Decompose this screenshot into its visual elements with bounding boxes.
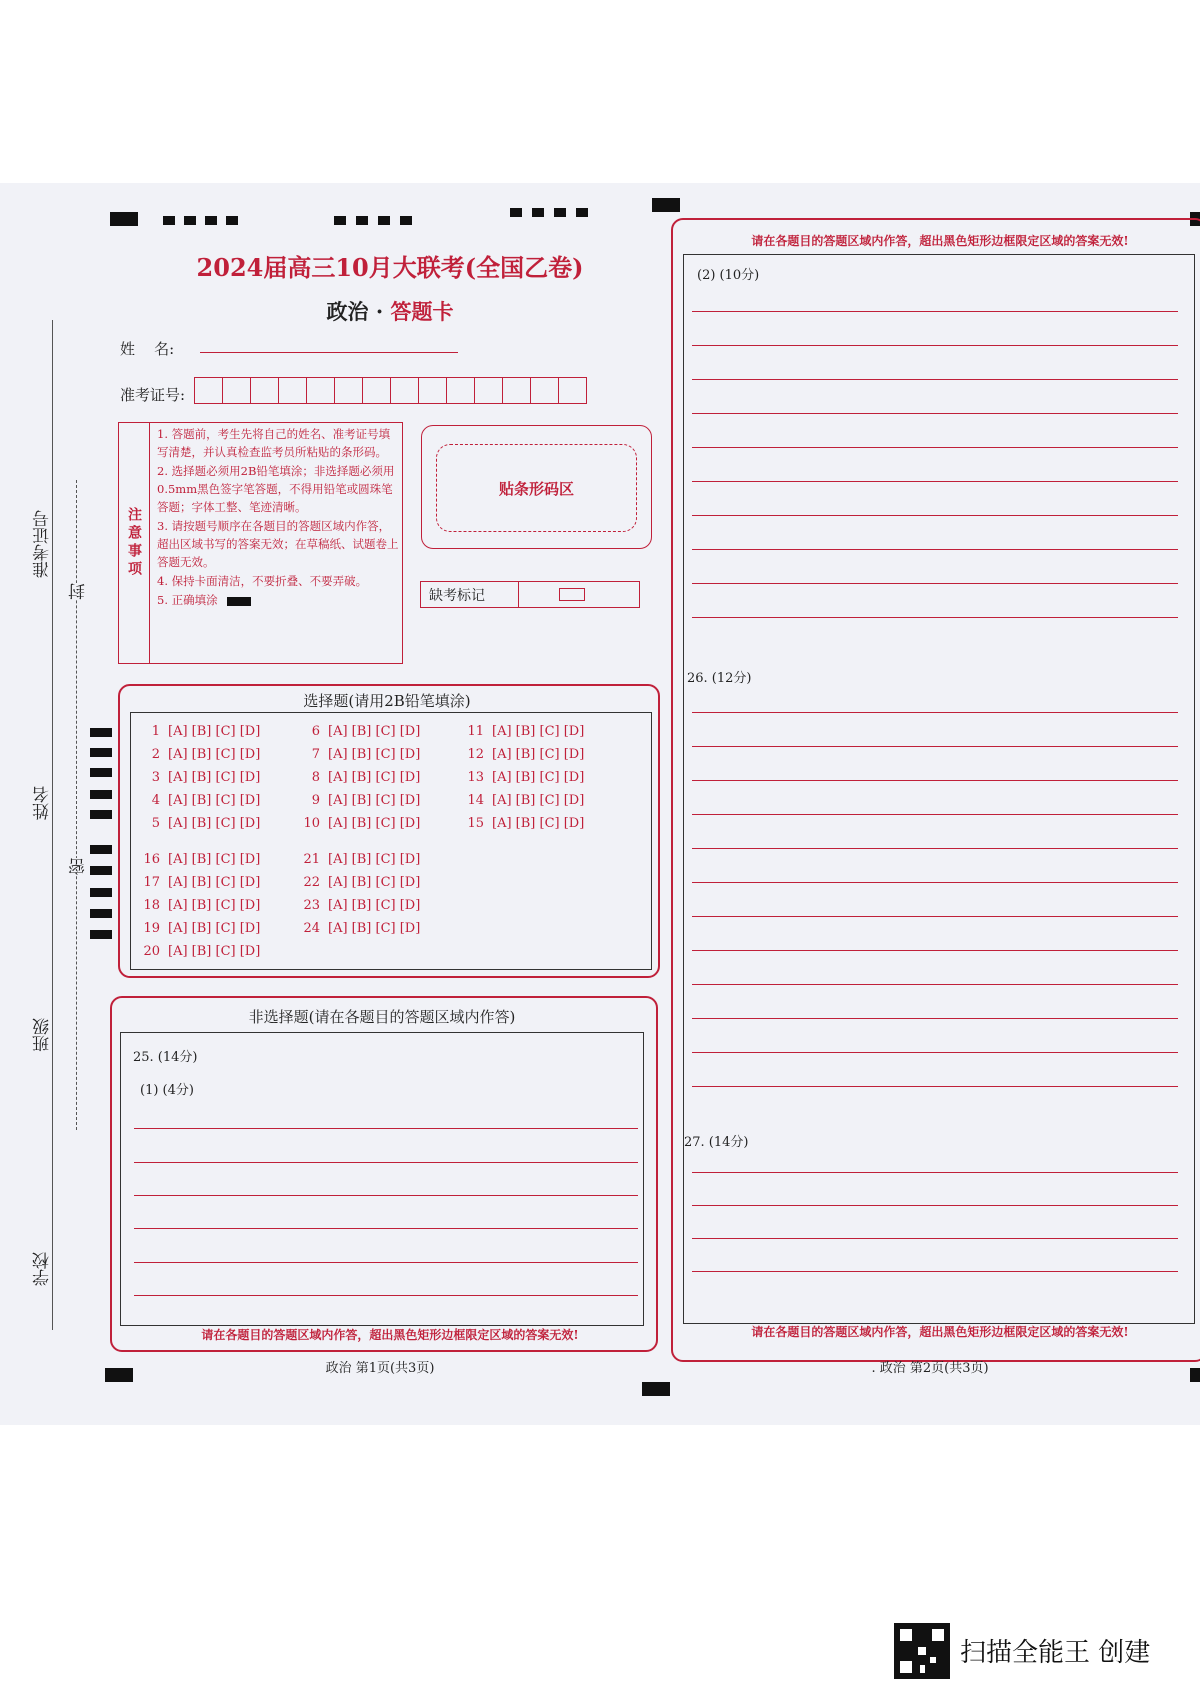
right-footer-warning: 请在各题目的答题区域内作答，超出黑色矩形边框限定区域的答案无效! (751, 1325, 1129, 1339)
question-25-label: 25. (14分) (133, 1050, 198, 1065)
mc-question-number: 16 (143, 852, 160, 867)
answer-line[interactable] (692, 413, 1178, 414)
side-label-seal: 封 (66, 583, 90, 600)
absent-label: 缺考标记 (421, 582, 519, 607)
filled-sample-icon (227, 597, 251, 606)
mc-answer-options[interactable]: [A] [B] [C] [D] (328, 747, 421, 762)
mc-answer-options[interactable]: [A] [B] [C] [D] (328, 793, 421, 808)
timing-mark (642, 1382, 670, 1396)
answer-line[interactable] (692, 1205, 1178, 1206)
answer-line[interactable] (692, 1052, 1178, 1053)
answer-line[interactable] (692, 1086, 1178, 1087)
mc-question-number: 18 (143, 898, 160, 913)
right-top-warning: 请在各题目的答题区域内作答，超出黑色矩形边框限定区域的答案无效! (751, 234, 1129, 248)
timing-mark (105, 1368, 133, 1382)
subject-label: 政治 (326, 299, 369, 324)
mc-question-number: 3 (151, 770, 160, 785)
answer-line[interactable] (692, 345, 1178, 346)
notice-item-5: 5. 正确填涂 (157, 593, 218, 607)
mc-answer-options[interactable]: [A] [B] [C] [D] (168, 875, 261, 890)
question-25-2-label: (2) (10分) (697, 268, 760, 283)
right-answer-area (683, 254, 1195, 1324)
left-footer-warning: 请在各题目的答题区域内作答，超出黑色矩形边框限定区域的答案无效! (201, 1328, 579, 1342)
mc-answer-options[interactable]: [A] [B] [C] [D] (328, 724, 421, 739)
non-choice-title: 非选择题(请在各题目的答题区域内作答) (248, 1008, 516, 1026)
answer-line[interactable] (692, 814, 1178, 815)
mc-question-11[interactable] (460, 724, 584, 739)
mc-question-19[interactable] (136, 921, 260, 936)
mc-question-number: 21 (303, 852, 320, 867)
mc-question-number: 12 (467, 747, 484, 762)
mc-question-15[interactable] (460, 816, 584, 831)
notice-body (157, 425, 399, 610)
answer-line[interactable] (692, 1271, 1178, 1272)
answer-line[interactable] (692, 1172, 1178, 1173)
binding-line (52, 320, 53, 1330)
scanner-watermark: 扫描全能王 创建 (960, 1638, 1151, 1668)
mc-question-number: 19 (143, 921, 160, 936)
answer-line[interactable] (692, 583, 1178, 584)
notice-heading: 注意事项 (119, 423, 150, 663)
answer-line[interactable] (692, 746, 1178, 747)
timing-mark (90, 768, 112, 777)
mc-answer-options[interactable]: [A] [B] [C] [D] (492, 770, 585, 785)
id-label: 准考证号: (120, 386, 186, 404)
mc-question-13[interactable] (460, 770, 584, 785)
mc-answer-options[interactable]: [A] [B] [C] [D] (492, 816, 585, 831)
mc-question-number: 15 (467, 816, 484, 831)
mc-question-number: 17 (143, 875, 160, 890)
answer-line[interactable] (692, 515, 1178, 516)
mc-answer-options[interactable]: [A] [B] [C] [D] (328, 898, 421, 913)
mc-answer-options[interactable]: [A] [B] [C] [D] (328, 770, 421, 785)
timing-mark (1190, 1368, 1200, 1382)
id-number-boxes[interactable] (194, 377, 587, 404)
timing-mark (510, 208, 522, 217)
page-1-number: 政治 第1页(共3页) (325, 1361, 435, 1376)
timing-mark (90, 748, 112, 757)
mc-question-24[interactable] (296, 921, 420, 936)
timing-mark (205, 216, 217, 225)
timing-mark (576, 208, 588, 217)
mc-question-number: 23 (303, 898, 320, 913)
name-field[interactable] (200, 352, 458, 353)
mc-question-23[interactable] (296, 898, 420, 913)
mc-question-8[interactable] (296, 770, 420, 785)
mc-question-9[interactable] (296, 793, 420, 808)
mc-answer-options[interactable]: [A] [B] [C] [D] (168, 921, 261, 936)
answer-line[interactable] (692, 712, 1178, 713)
mc-question-number: 24 (303, 921, 320, 936)
timing-mark (163, 216, 175, 225)
mc-question-12[interactable] (460, 747, 584, 762)
subtitle-dot: · (375, 299, 384, 324)
side-label-secret: 密 (66, 858, 90, 875)
timing-mark (184, 216, 196, 225)
mc-answer-options[interactable]: [A] [B] [C] [D] (168, 944, 261, 959)
mc-question-22[interactable] (296, 875, 420, 890)
answer-line[interactable] (134, 1262, 638, 1263)
notice-item: 3. 请按题号顺序在各题目的答题区域内作答，超出区域书写的答案无效；在草稿纸、试题卷上答题无效。 (157, 519, 399, 569)
timing-mark (90, 810, 112, 819)
absent-checkbox[interactable] (559, 588, 585, 601)
exam-title: 2024届高三10月大联考(全国乙卷) (196, 253, 584, 282)
mc-question-number: 20 (143, 944, 160, 959)
answer-line[interactable] (692, 311, 1178, 312)
mc-question-number: 22 (303, 875, 320, 890)
question-27-label: 27. (14分) (684, 1135, 749, 1150)
barcode-area (421, 425, 652, 549)
mc-answer-options[interactable]: [A] [B] [C] [D] (492, 724, 585, 739)
timing-mark (90, 728, 112, 737)
answer-line[interactable] (692, 447, 1178, 448)
mc-question-1[interactable] (136, 724, 260, 739)
non-choice-answer-area (120, 1032, 644, 1326)
notice-item (157, 591, 399, 609)
absent-mark-box (420, 581, 640, 608)
answer-line[interactable] (134, 1295, 638, 1296)
timing-mark (110, 212, 138, 226)
mc-answer-options[interactable]: [A] [B] [C] [D] (168, 793, 261, 808)
mc-question-number: 9 (311, 793, 320, 808)
notice-box (118, 422, 403, 664)
mc-question-number: 7 (311, 747, 320, 762)
answer-line[interactable] (692, 780, 1178, 781)
answer-line[interactable] (134, 1195, 638, 1196)
answer-line[interactable] (692, 950, 1178, 951)
mc-answer-options[interactable]: [A] [B] [C] [D] (328, 921, 421, 936)
answer-line[interactable] (692, 379, 1178, 380)
timing-mark (90, 888, 112, 897)
notice-item: 1. 答题前，考生先将自己的姓名、准考证号填写清楚，并认真检查监考员所粘贴的条形码。 (157, 427, 391, 459)
answer-line[interactable] (692, 848, 1178, 849)
mc-answer-options[interactable]: [A] [B] [C] [D] (168, 770, 261, 785)
timing-mark (378, 216, 390, 225)
mc-answer-options[interactable]: [A] [B] [C] [D] (168, 747, 261, 762)
multiple-choice-title: 选择题(请用2B铅笔填涂) (303, 692, 471, 710)
answer-line[interactable] (692, 882, 1178, 883)
side-label-name: 姓名 (33, 786, 53, 820)
mc-question-number: 6 (311, 724, 320, 739)
mc-question-20[interactable] (136, 944, 260, 959)
timing-mark (90, 790, 112, 799)
answer-line[interactable] (134, 1228, 638, 1229)
mc-question-4[interactable] (136, 793, 260, 808)
mc-question-14[interactable] (460, 793, 584, 808)
mc-answer-options[interactable]: [A] [B] [C] [D] (168, 724, 261, 739)
answer-line[interactable] (692, 1018, 1178, 1019)
seal-line (76, 480, 77, 1130)
answer-line[interactable] (692, 549, 1178, 550)
timing-mark (90, 866, 112, 875)
answer-line[interactable] (692, 481, 1178, 482)
mc-answer-options[interactable]: [A] [B] [C] [D] (328, 852, 421, 867)
mc-question-5[interactable] (136, 816, 260, 831)
mc-question-number: 13 (467, 770, 484, 785)
mc-question-number: 5 (151, 816, 160, 831)
card-subtitle (260, 296, 520, 326)
mc-question-7[interactable] (296, 747, 420, 762)
mc-answer-options[interactable]: [A] [B] [C] [D] (328, 816, 421, 831)
mc-question-16[interactable] (136, 852, 260, 867)
timing-mark (532, 208, 544, 217)
timing-mark (356, 216, 368, 225)
mc-answer-options[interactable]: [A] [B] [C] [D] (492, 747, 585, 762)
answer-line[interactable] (134, 1162, 638, 1163)
mc-question-3[interactable] (136, 770, 260, 785)
timing-mark (334, 216, 346, 225)
answer-line[interactable] (692, 984, 1178, 985)
card-label: 答题卡 (390, 299, 454, 324)
side-label-id: 准考证号 (33, 510, 53, 578)
mc-question-number: 2 (151, 747, 160, 762)
mc-question-number: 10 (303, 816, 320, 831)
mc-question-6[interactable] (296, 724, 420, 739)
answer-line[interactable] (692, 1238, 1178, 1239)
timing-mark (226, 216, 238, 225)
mc-answer-options[interactable]: [A] [B] [C] [D] (328, 875, 421, 890)
timing-mark (90, 909, 112, 918)
mc-question-number: 4 (151, 793, 160, 808)
side-label-class: 班级 (33, 1018, 53, 1052)
timing-mark (652, 198, 680, 212)
mc-question-17[interactable] (136, 875, 260, 890)
mc-question-10[interactable] (296, 816, 420, 831)
mc-question-2[interactable] (136, 747, 260, 762)
answer-line[interactable] (134, 1128, 638, 1129)
name-label: 姓 名: (120, 340, 175, 358)
mc-question-number: 11 (467, 724, 484, 739)
notice-item: 2. 选择题必须用2B铅笔填涂；非选择题必须用0.5mm黑色签字笔答题，不得用铅笔或圆珠笔答题；字体工整、笔迹清晰。 (157, 464, 395, 514)
timing-mark (400, 216, 412, 225)
barcode-label: 贴条形码区 (436, 444, 637, 532)
page-2-number: . 政治 第2页(共3页) (871, 1361, 989, 1376)
mc-question-number: 1 (151, 724, 160, 739)
mc-question-number: 14 (467, 793, 484, 808)
mc-answer-options[interactable]: [A] [B] [C] [D] (168, 852, 261, 867)
question-25-1-label: (1) (4分) (140, 1083, 194, 1098)
answer-line[interactable] (692, 617, 1178, 618)
mc-answer-options[interactable]: [A] [B] [C] [D] (492, 793, 585, 808)
question-26-label: 26. (12分) (687, 671, 752, 686)
timing-mark (554, 208, 566, 217)
mc-question-number: 8 (311, 770, 320, 785)
timing-mark (90, 845, 112, 854)
answer-line[interactable] (692, 916, 1178, 917)
qr-code-icon (894, 1623, 950, 1679)
side-label-school: 学校 (33, 1252, 53, 1286)
notice-item: 4. 保持卡面清洁，不要折叠、不要弄破。 (157, 574, 368, 588)
mc-answer-options[interactable]: [A] [B] [C] [D] (168, 898, 261, 913)
mc-question-18[interactable] (136, 898, 260, 913)
timing-mark (90, 930, 112, 939)
mc-question-21[interactable] (296, 852, 420, 867)
mc-answer-options[interactable]: [A] [B] [C] [D] (168, 816, 261, 831)
